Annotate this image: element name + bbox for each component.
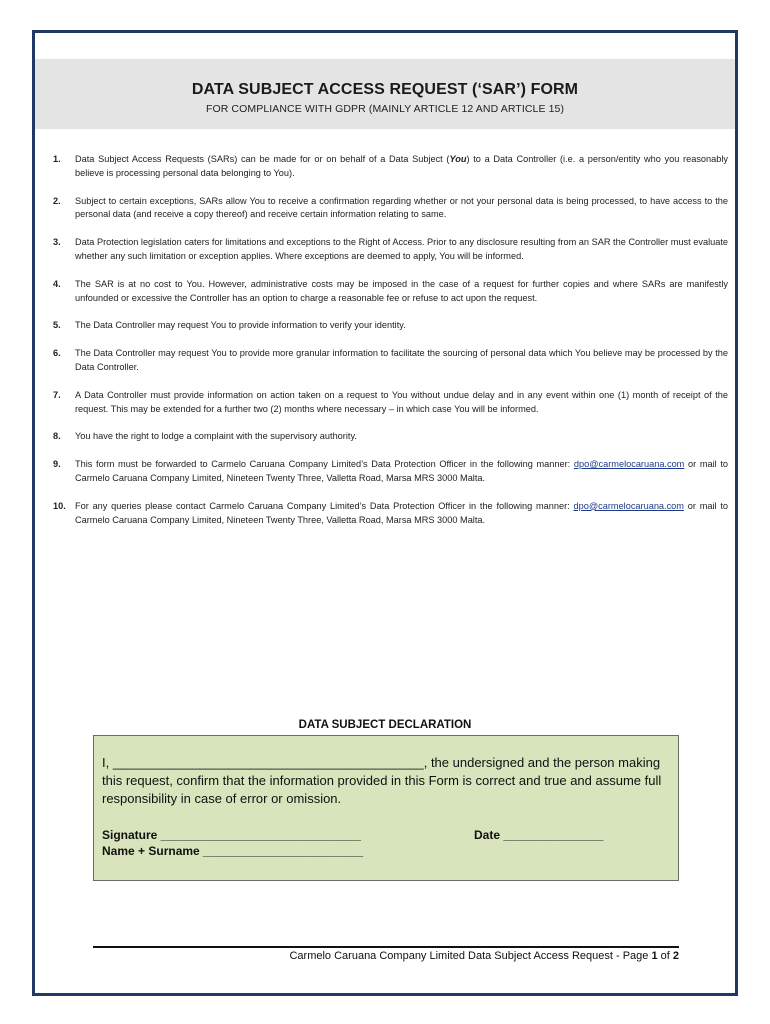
list-item xyxy=(53,153,728,181)
form-subtitle: FOR COMPLIANCE WITH GDPR (MAINLY ARTICLE 12 AND ARTICLE 15) xyxy=(205,103,565,115)
item-number: 7. xyxy=(53,389,61,400)
item-number: 1. xyxy=(53,154,61,164)
item-text xyxy=(75,153,728,181)
item-text: Data Protection legislation caters for limitations and exceptions to the Right of Access. Prior to any disclosure resulting from an SAR the Controller must evaluate whether any such limitation or exception applies. Where exceptions are deemed to apply, You will be informed. xyxy=(75,237,728,261)
dpo-email-link[interactable]: dpo@carmelocaruana.com xyxy=(573,459,685,470)
item-text: The SAR is at no cost to You. However, administrative costs may be imposed in the case of a request for further copies and where SARs are manifestly unfounded or excessive the Controller has an option to charge a reasonable fee or refuse to act upon the request. xyxy=(75,278,728,303)
list-item xyxy=(53,389,728,417)
list-item xyxy=(53,195,728,223)
item-number: 10. xyxy=(53,500,66,511)
date-field[interactable]: Date _______________ xyxy=(474,828,604,842)
list-item xyxy=(53,458,728,486)
declaration-heading: DATA SUBJECT DECLARATION xyxy=(298,719,472,731)
declaration-box xyxy=(93,735,679,881)
list-item xyxy=(53,236,728,264)
item-number: 9. xyxy=(53,459,61,470)
item-text-part: For any queries please contact Carmelo Caruana Company Limited’s Data Protection Officer in the following manner: xyxy=(75,500,574,511)
dpo-email-link[interactable]: dpo@carmelocaruana.com xyxy=(573,500,684,511)
list-item xyxy=(53,319,728,333)
footer-label: Carmelo Caruana Company Limited Data Subject Access Request - Page xyxy=(289,950,652,962)
item-text xyxy=(75,458,728,486)
item-text-part: This form must be forwarded to Carmelo Caruana Company Limited’s Data Protection Officer in the following manner: xyxy=(75,459,574,470)
footer-of: of xyxy=(657,950,673,962)
name-surname-field[interactable]: Name + Surname ________________________ xyxy=(102,844,364,858)
page-total: 2 xyxy=(672,950,679,962)
item-number: 3. xyxy=(53,237,61,248)
signature-field[interactable]: Signature ______________________________ xyxy=(102,828,361,842)
signature-row xyxy=(102,828,670,842)
item-text-part: Data Subject Access Requests (SARs) can be made for or on behalf of a Data Subject ( xyxy=(75,154,450,164)
form-title: DATA SUBJECT ACCESS REQUEST (‘SAR’) FORM xyxy=(191,81,579,98)
footer-divider xyxy=(93,946,679,948)
title-band xyxy=(35,59,735,129)
item-number: 6. xyxy=(53,348,61,359)
page-footer xyxy=(93,950,679,962)
item-text: Subject to certain exceptions, SARs allow You to receive a confirmation regarding whether or not your personal data is being processed, to have access to the personal data (and receive a copy thereof) and receive certain information relating to same. xyxy=(75,195,728,220)
document-page xyxy=(32,30,738,996)
item-text-part: or mail to Carmelo Caruana Company Limited, Nineteen Twenty Three, Valletta Road, Marsa MRS 3000 Malta. xyxy=(75,459,728,483)
list-item xyxy=(53,430,728,444)
list-item xyxy=(53,278,728,306)
item-number: 5. xyxy=(53,320,61,331)
item-text: The Data Controller may request You to provide information to verify your identity. xyxy=(75,320,406,331)
list-item xyxy=(53,347,728,375)
list-item xyxy=(53,500,728,528)
item-number: 2. xyxy=(53,195,61,206)
item-text-part: or mail to Carmelo Caruana Company Limited, Nineteen Twenty Three, Valletta Road, Marsa MRS 3000 Malta. xyxy=(75,500,729,525)
item-number: 4. xyxy=(53,278,61,289)
item-text: The Data Controller may request You to provide more granular information to facilitate the sourcing of personal data which You believe may be processed by the Data Controller. xyxy=(75,348,728,372)
page-number: 1 xyxy=(651,950,658,962)
item-text: You have the right to lodge a complaint with the supervisory authority. xyxy=(75,431,357,442)
item-text xyxy=(75,500,728,528)
item-text-part: ) to a Data Controller (i.e. a person/entity who you reasonably believe is processing personal data belonging to You). xyxy=(75,154,728,178)
item-text: A Data Controller must provide information on action taken on a request to You without undue delay and in any event within one (1) month of receipt of the request. This may be extended for a further two (2) months where necessary – in which case You will be informed. xyxy=(75,389,728,414)
item-emphasis: You xyxy=(449,154,467,164)
declaration-text: I, ___________________________________________, the undersigned and the person making this request, confirm that the information provided in this Form is correct and true and assume full responsibility in case of error or omission. xyxy=(102,755,662,806)
sar-information-list xyxy=(53,153,728,527)
item-number: 8. xyxy=(53,431,61,442)
